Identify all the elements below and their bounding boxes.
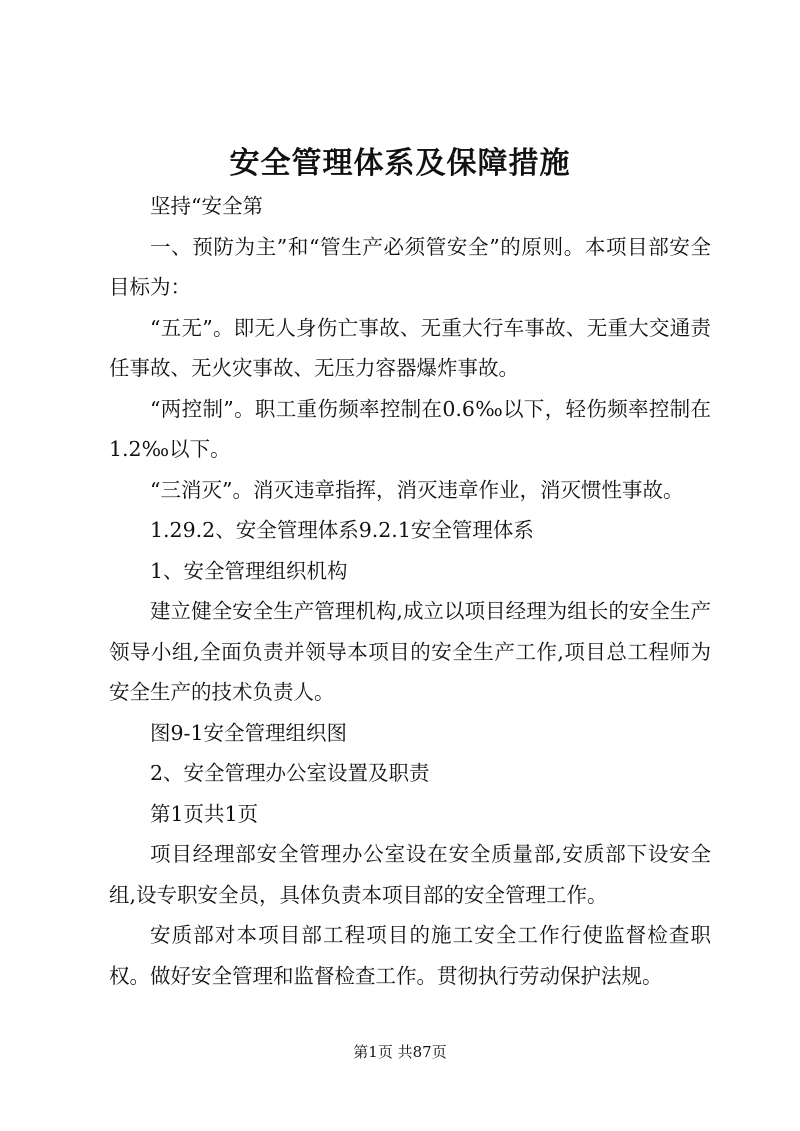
- paragraph: “三消灭”。消灭违章指挥，消灭违章作业，消灭惯性事故。: [150, 477, 684, 502]
- paragraph: 项目经理部安全管理办公室设在安全质量部,安质部下设安全组,设专职安全员，具体负责本项目部的安全管理工作。: [109, 842, 711, 907]
- section-heading: 2、安全管理办公室设置及职责: [150, 761, 430, 785]
- paragraph: 一、预防为主”和“管生产必须管安全”的原则。本项目部安全目标为：: [109, 234, 711, 299]
- paragraph: 建立健全安全生产管理机构,成立以项目经理为组长的安全生产领导小组,全面负责并领导本项目的安全生产工作,项目总工程师为安全生产的技术负责人。: [109, 599, 711, 704]
- page-footer: 第1页 共87页: [353, 1043, 447, 1061]
- paragraph: 坚持“安全第: [150, 194, 263, 218]
- page-marker: 第1页共1页: [150, 801, 259, 826]
- section-heading: 1、安全管理组织机构: [150, 558, 348, 583]
- paragraph: “五无”。即无人身伤亡事故、无重大行车事故、无重大交通责任事故、无火灾事故、无压力容器爆炸事故。: [109, 315, 711, 380]
- paragraph: 1.29.2、安全管理体系9.2.1安全管理体系: [150, 518, 534, 542]
- paragraph: 安质部对本项目部工程项目的施工安全工作行使监督检查职权。做好安全管理和监督检查工作。贯彻执行劳动保护法规。: [109, 923, 711, 988]
- figure-caption: 图9-1安全管理组织图: [150, 720, 348, 745]
- paragraph: “两控制”。职工重伤频率控制在0.6‰以下，轻伤频率控制在1.2‰以下。: [109, 396, 711, 461]
- document-title: 安全管理体系及保障措施: [229, 146, 571, 181]
- document-body: [109, 186, 711, 996]
